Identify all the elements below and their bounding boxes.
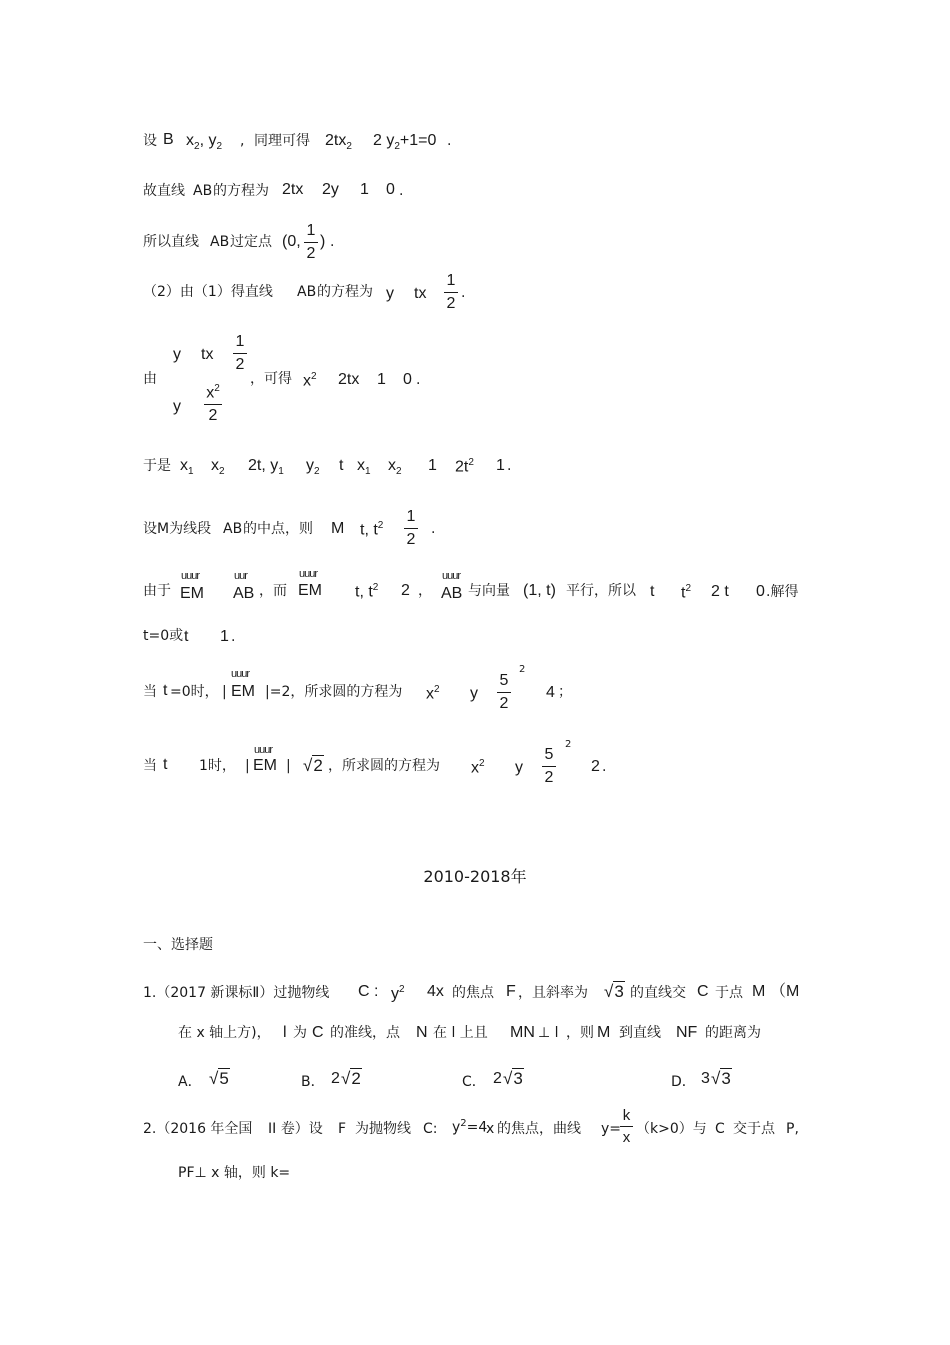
math: $y_2$ [306,457,320,478]
text: t=0或 [143,628,184,644]
text: . [399,183,404,199]
exponent: 2 [519,664,526,675]
text: 过定点 [230,234,272,250]
math: 2y [322,181,339,198]
math: $y^2=4$ [452,1118,488,1136]
text: 的中点，则 [243,521,313,537]
text: （2）由（1）得直线 [143,284,273,300]
text: 设M为线段 [143,521,212,537]
math: EM [180,585,204,602]
text: AB [223,521,243,537]
math: F [506,983,516,1000]
math: 0 [386,181,395,198]
sqrt-symbol: √5 [209,1069,229,1088]
text: ⊥ l [538,1025,559,1041]
math: 2 t [711,583,729,600]
text: C: [423,1121,438,1137]
math: tx [414,285,427,302]
text: 当 [143,684,157,700]
math: 2tx [282,181,304,198]
text: 由于 [143,583,171,599]
math: 1 [377,371,386,388]
vector-arrow: uuur [231,668,250,680]
text: ； [558,684,572,700]
text: 平行，所以 [566,583,636,599]
math: $x_1$ [180,457,194,478]
math: B [163,131,174,148]
fraction: 1 2 [444,272,458,313]
math: 1 [220,628,229,645]
option-label: D． [671,1074,696,1090]
section-title: 2010-2018年 [423,867,527,886]
text: 交于点 [733,1121,775,1137]
math: C [358,983,370,1000]
math: y [515,759,523,776]
vector-arrow: uuur [181,570,200,582]
math: $x^2$ [471,758,485,777]
math: $t^2$ [681,583,692,602]
text: AB [297,284,317,300]
text: =0时， [170,684,219,700]
math: $2t^2$ [455,457,474,476]
math: 2t, $y_1$ [248,457,284,478]
text: .解得 [766,584,799,600]
math: EM [231,683,255,700]
sqrt-symbol: √2 [303,756,323,775]
math: tx [201,346,214,363]
text: . [431,521,436,537]
math: M [752,983,766,1000]
text: 所以直线 [143,234,199,250]
text: ，所求圆的方程为 [328,758,440,774]
math: MN [510,1024,535,1041]
math: AB [441,585,463,602]
text: . [602,759,607,775]
math: 0 [756,583,765,600]
text: C [715,1121,725,1137]
option-label: B． [301,1074,325,1090]
text: . [416,372,421,388]
text: II 卷）设 [268,1121,323,1137]
fraction: 5 2 [542,746,556,787]
text: 的焦点，曲线 [497,1121,581,1137]
text: 的方程为 [213,183,269,199]
vector-arrow: uuur [254,744,273,756]
text: 为抛物线 [355,1121,411,1137]
text: 在 l 上且 [433,1025,488,1041]
math: EM [298,582,322,599]
math: 2tx [338,371,360,388]
text: | [222,684,227,700]
text: | [245,758,250,774]
math: NF [676,1024,698,1041]
math: M [331,520,345,537]
text: 由 [143,371,157,387]
text: 当 [143,758,157,774]
text: ，且斜率为 [518,985,588,1001]
text: 于点 [715,985,743,1001]
math: 4 [546,684,555,701]
math: t [163,682,168,699]
math: 3 [701,1070,710,1087]
fraction: $x^2$ 2 [204,383,222,425]
math: (0, [282,233,301,250]
text: 1时， [199,758,236,774]
sqrt-symbol: √3 [711,1069,731,1088]
text: ，则 [566,1025,594,1041]
vector-arrow: uuur [442,570,461,582]
text: |=2，所求圆的方程为 [265,684,403,700]
text: 2.（2016 年全国 [143,1121,253,1137]
text: P, [786,1121,799,1137]
text: 与向量 [468,583,510,599]
math: 1 [496,457,505,474]
text: 到直线 [619,1025,661,1041]
option-label: A． [178,1074,202,1090]
section-heading: 一、选择题 [143,937,213,953]
text: . [447,133,452,149]
text: 为 [293,1025,307,1041]
text: 于是 [143,458,171,474]
math: $x^2$ [426,684,440,703]
fraction: k x [620,1107,633,1146]
math: M [597,1024,611,1041]
text: 在 x 轴上方)， [178,1025,271,1041]
math: t, $t^2$ [355,582,379,601]
option-label: C． [462,1074,486,1090]
math: $2tx_2$ [325,132,352,153]
text: x [486,1121,495,1137]
math: $x_1$ [357,457,371,478]
text: 的距离为 [705,1025,761,1041]
text: | [286,758,291,774]
math: 2 [401,582,410,599]
math: $x_2$ [211,457,225,478]
text: ，而 [259,583,287,599]
math: 2 [493,1070,502,1087]
math: t [650,583,655,600]
exponent: 2 [565,739,572,750]
math: $x_2$, $y_2$ [186,132,223,153]
math: l [283,1024,287,1041]
text: 故直线 [143,183,185,199]
math: C [312,1024,324,1041]
text: ，可得 [250,371,292,387]
text: 的直线交 [630,985,686,1001]
math: AB [233,585,255,602]
math: 2 [591,758,600,775]
text: AB [210,234,230,250]
math: t, $t^2$ [360,520,384,539]
text: . [330,234,335,250]
sqrt-symbol: √3 [604,982,624,1001]
math: 1 [428,457,437,474]
math: N [416,1024,428,1041]
text: . [231,629,236,645]
vector-arrow: uuur [299,568,318,580]
text: . [507,458,512,474]
fraction: 1 2 [304,222,318,263]
math: $x_2$ [388,457,402,478]
text: 设 [143,133,157,149]
fraction: 1 2 [404,508,418,549]
text: AB [193,183,213,199]
math: y [173,398,181,415]
text: 的准线，点 [330,1025,400,1041]
math: y [173,346,181,363]
math: （M [770,983,800,1000]
text: , [240,133,245,149]
math: 0 [403,371,412,388]
math: (1, t) [523,582,556,599]
math: t [339,457,344,474]
math: t [163,756,168,773]
text: y= [601,1121,622,1137]
math: t [184,628,189,645]
text: PF⊥ x 轴，则 k= [178,1165,291,1181]
math: 4x [427,983,444,1000]
text: 1.（2017 新课标Ⅱ）过抛物线 [143,985,330,1001]
text: （k>0）与 [636,1121,707,1137]
math: 2 [331,1070,340,1087]
math: $x^2$ [303,371,317,390]
text: ， [418,583,432,599]
text: 的焦点 [452,985,494,1001]
math: $y^2$ [391,984,405,1003]
sqrt-symbol: √2 [341,1069,361,1088]
sqrt-symbol: √3 [503,1069,523,1088]
math: y [470,685,478,702]
text: . [461,285,466,301]
text: 的方程为 [317,284,373,300]
math: EM [253,757,277,774]
text: F [338,1121,347,1137]
math: : [374,983,379,1000]
vector-arrow: uur [234,570,247,582]
fraction: 5 2 [497,672,511,713]
math: C [697,983,709,1000]
text: 同理可得 [254,133,310,149]
math: y [386,285,394,302]
fraction: 1 2 [233,333,247,374]
math: 2 $y_2+1=0$ [373,132,437,153]
math: ) [320,233,326,250]
math: 1 [360,181,369,198]
